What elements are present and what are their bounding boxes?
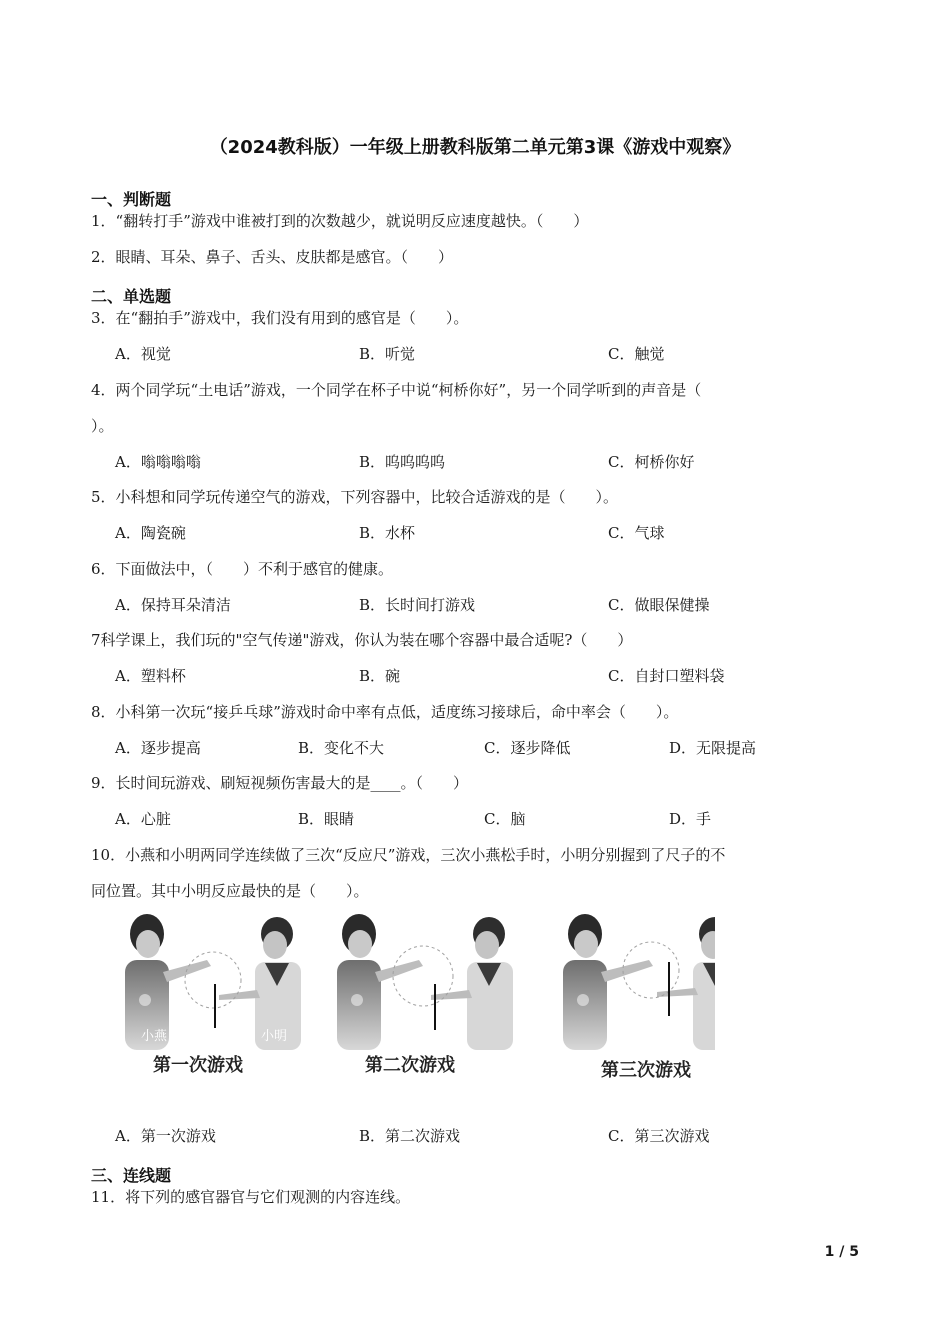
question-3: 3．在“翻拍手”游戏中，我们没有用到的感官是（ ）。 (91, 309, 469, 327)
option-6c: C．做眼保健操 (608, 596, 710, 614)
game-panel-1 (125, 914, 301, 1076)
option-9d: D．手 (669, 810, 712, 828)
boy-name-label: 小明 (261, 1029, 288, 1044)
reaction-ruler-figure (115, 908, 715, 1092)
girl-name-label: 小燕 (141, 1029, 168, 1044)
question-5: 5．小科想和同学玩传递空气的游戏，下列容器中，比较合适游戏的是（ ）。 (91, 488, 619, 506)
option-6b: B．长时间打游戏 (359, 596, 476, 614)
section-heading-matching: 三、连线题 (91, 1166, 172, 1185)
game-panel-2 (337, 914, 513, 1076)
question-9: 9．长时间玩游戏、刷短视频伤害最大的是____。（ ） (91, 774, 469, 792)
option-10b: B．第二次游戏 (359, 1127, 461, 1145)
question-6: 6．下面做法中，（ ）不利于感官的健康。 (91, 560, 394, 578)
option-10c: C．第三次游戏 (608, 1127, 710, 1145)
figure-caption-1: 第一次游戏 (153, 1055, 243, 1076)
option-5a: A．陶瓷碗 (115, 524, 186, 542)
question-11: 11．将下列的感官器官与它们观测的内容连线。 (91, 1188, 411, 1206)
figure-caption-2: 第二次游戏 (365, 1055, 455, 1076)
reaction-ruler-illustration (115, 908, 715, 1088)
option-3c: C．触觉 (608, 345, 665, 363)
option-3a: A．视觉 (115, 345, 171, 363)
option-8b: B．变化不大 (298, 739, 385, 757)
question-4-line-2: ）。 (91, 417, 114, 435)
question-10-line-1: 10．小燕和小明两同学连续做了三次“反应尺”游戏，三次小燕松手时，小明分别握到了尺子的不 (91, 846, 726, 864)
girl-figure (125, 914, 211, 1050)
game-panel-3 (563, 914, 715, 1081)
question-10-line-2: 同位置。其中小明反应最快的是（ ）。 (91, 882, 369, 900)
question-7: 7科学课上，我们玩的"空气传递"游戏，你认为装在哪个容器中最合适呢?（ ） (91, 631, 633, 649)
option-6a: A．保持耳朵清洁 (115, 596, 231, 614)
option-3b: B．听觉 (359, 345, 416, 363)
question-8: 8．小科第一次玩“接乒乓球”游戏时命中率有点低，适度练习接球后，命中率会（ ）。 (91, 703, 679, 721)
page-number: 1 / 5 (824, 1244, 859, 1260)
figure-caption-3: 第三次游戏 (601, 1060, 691, 1081)
option-5c: C．气球 (608, 524, 665, 542)
option-8a: A．逐步提高 (115, 739, 201, 757)
option-8d: D．无限提高 (669, 739, 757, 757)
option-7a: A．塑料杯 (115, 667, 186, 685)
option-4a: A．嗡嗡嗡嗡 (115, 453, 201, 471)
question-1: 1．“翻转打手”游戏中谁被打到的次数越少，就说明反应速度越快。（ ） (91, 212, 589, 230)
boy-figure (431, 917, 513, 1050)
option-7b: B．碗 (359, 667, 401, 685)
boy-figure (657, 917, 715, 1050)
option-9c: C．脑 (484, 810, 526, 828)
option-5b: B．水杯 (359, 524, 416, 542)
question-2: 2．眼睛、耳朵、鼻子、舌头、皮肤都是感官。（ ） (91, 248, 454, 266)
option-9a: A．心脏 (115, 810, 171, 828)
option-9b: B．眼睛 (298, 810, 355, 828)
section-heading-judgement: 一、判断题 (91, 190, 172, 209)
girl-figure (337, 914, 423, 1050)
girl-figure (563, 914, 653, 1050)
option-7c: C．自封口塑料袋 (608, 667, 725, 685)
page-title: （2024教科版）一年级上册教科版第二单元第3课《游戏中观察》 (209, 137, 741, 158)
option-10a: A．第一次游戏 (115, 1127, 216, 1145)
section-heading-single-choice: 二、单选题 (91, 287, 172, 306)
boy-figure (219, 917, 301, 1050)
option-4c: C．柯桥你好 (608, 453, 695, 471)
question-4-line-1: 4．两个同学玩“土电话”游戏，一个同学在杯子中说“柯桥你好”，另一个同学听到的声音是（ (91, 381, 702, 399)
option-4b: B．呜呜呜呜 (359, 453, 446, 471)
option-8c: C．逐步降低 (484, 739, 571, 757)
